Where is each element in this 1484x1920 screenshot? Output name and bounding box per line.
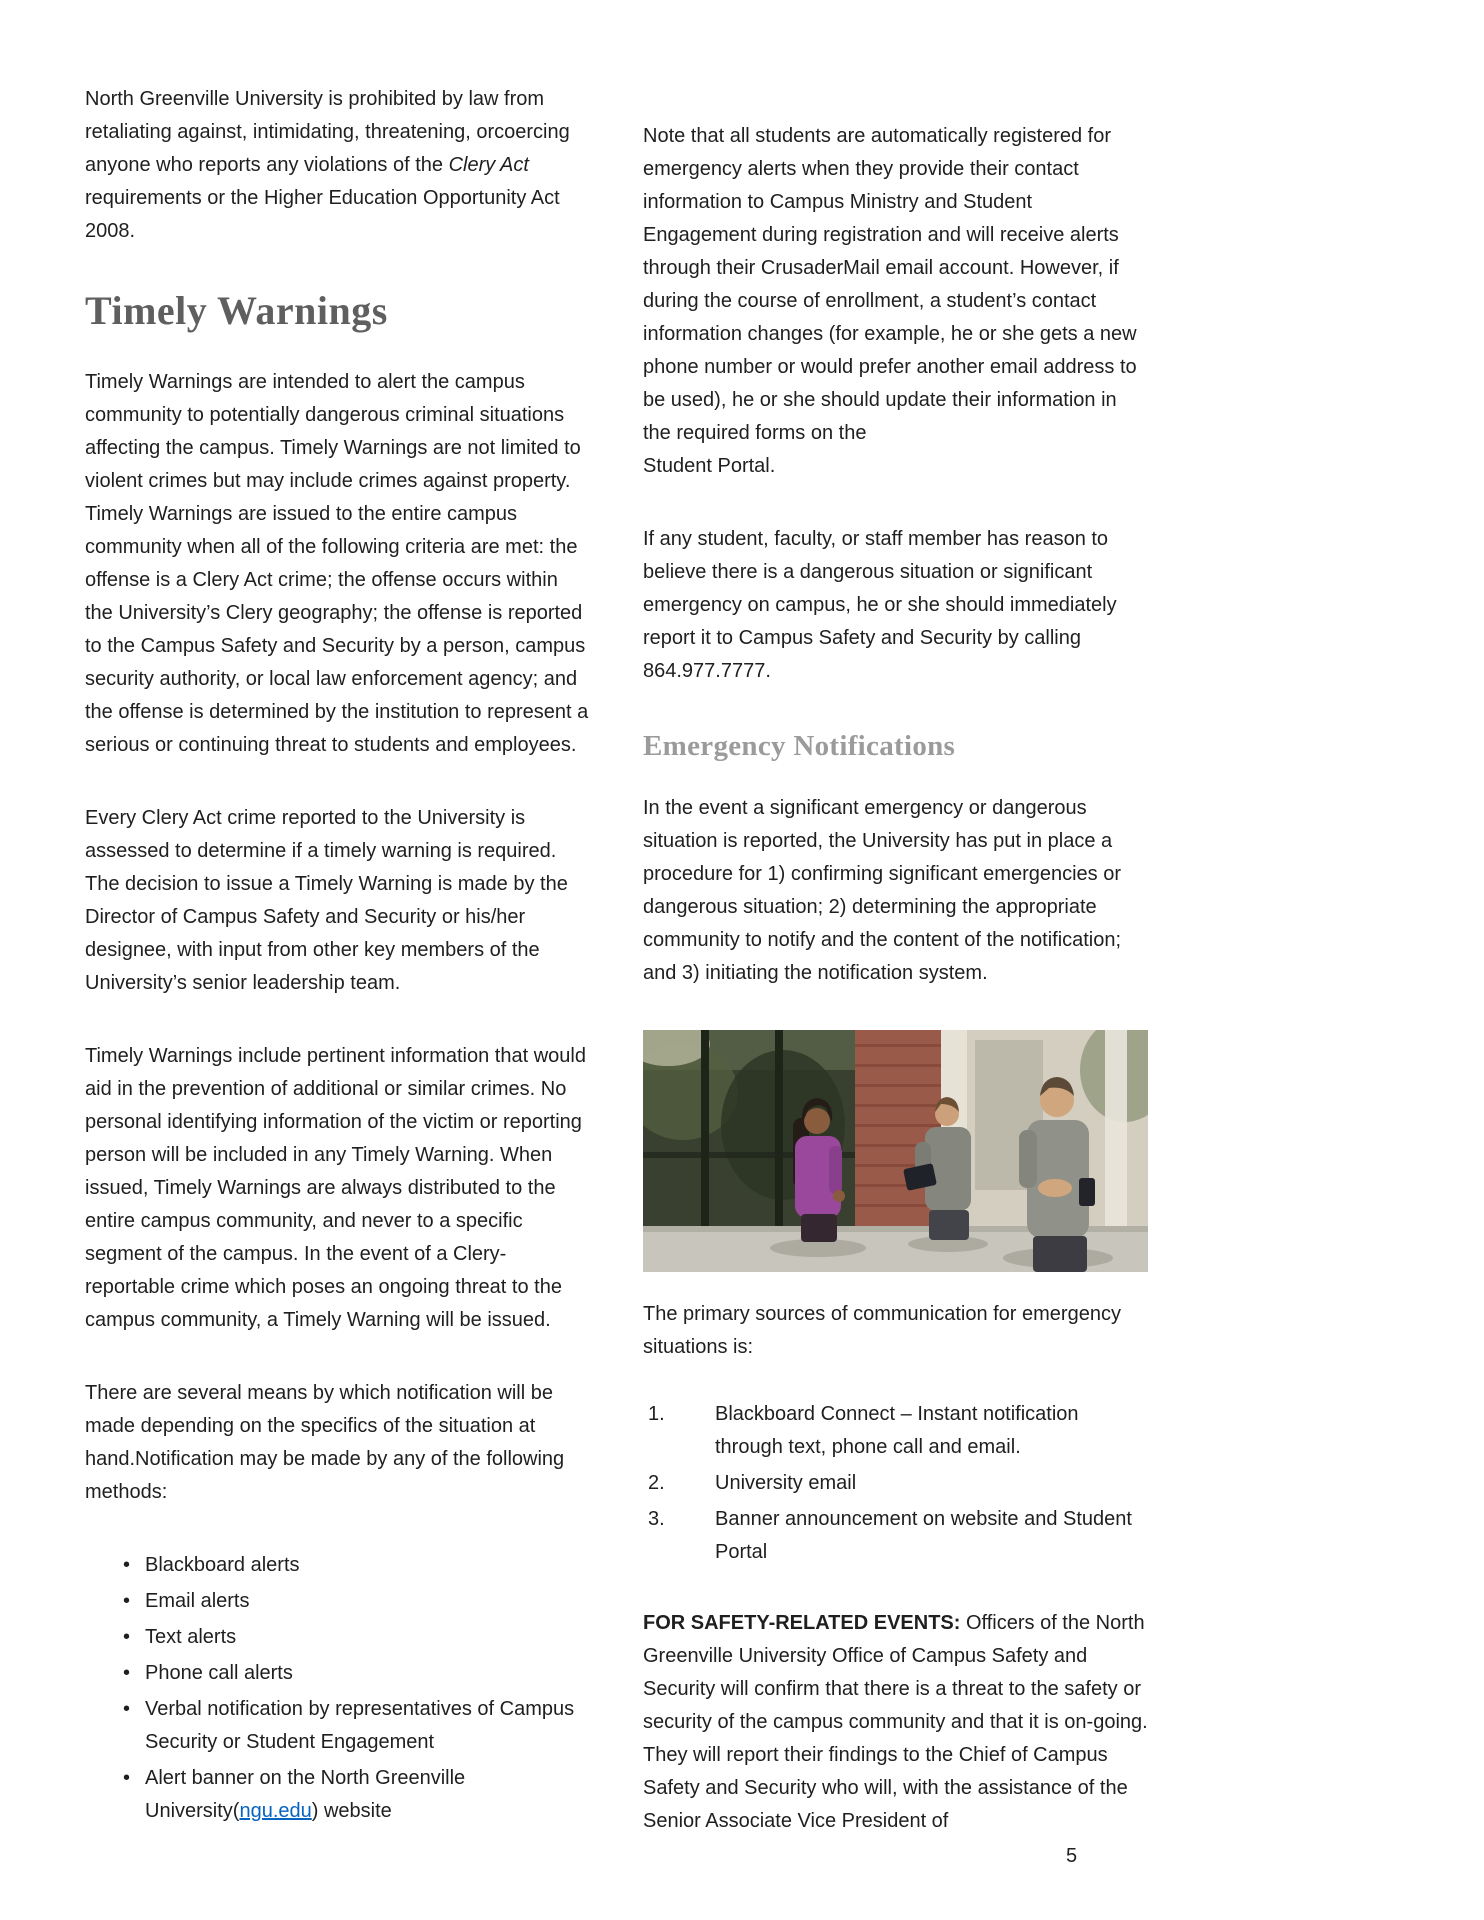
timely-warnings-paragraph-2: Every Clery Act crime reported to the University is assessed to determine if a timely warning is required. The decision to issue a Timely Warning is made by the Director of Campus Safety and Security or his/her designee, with input from other key members of the University’s senior leadership team. <box>85 807 568 994</box>
communication-sources-list <box>643 1398 1148 1569</box>
timely-warnings-paragraph-3: Timely Warnings include pertinent information that would aid in the prevention of additional or similar crimes. No personal identifying information of the victim or reporting person will be included in any Timely Warning. When issued, Timely Warnings are always distributed to the entire campus community, and never to a specific segment of the campus. In the event of a Clery-reportable crime which poses an ongoing threat to the campus community, a Timely Warning will be issued. <box>85 1045 586 1331</box>
list-item-text-alerts <box>85 1621 590 1654</box>
list-item-text: Text alerts <box>145 1626 237 1648</box>
ngu-edu-link[interactable]: ngu.edu <box>239 1800 312 1822</box>
intro-paragraph <box>85 83 590 248</box>
list-item-text: Blackboard Connect – Instant notification through text, phone call and email. <box>715 1403 1079 1458</box>
list-item-banner-announcement <box>643 1503 1148 1569</box>
list-item-text: Email alerts <box>145 1590 250 1612</box>
list-item-phone-call-alerts <box>85 1657 590 1690</box>
clery-act-italic: Clery Act <box>448 154 529 176</box>
list-number: 3. <box>648 1508 665 1530</box>
primary-sources-paragraph: The primary sources of communication for emergency situations is: <box>643 1303 1121 1358</box>
page-number: 5 <box>1066 1845 1078 1867</box>
emergency-alerts-note-paragraph <box>643 120 1148 483</box>
list-item-university-email <box>643 1467 1148 1500</box>
safety-events-bold-lead: FOR SAFETY-RELATED EVENTS: <box>643 1612 961 1634</box>
student-portal-text: Student Portal. <box>643 455 776 477</box>
safety-related-events-paragraph <box>643 1607 1148 1838</box>
list-item-text: University email <box>715 1472 857 1494</box>
list-number: 2. <box>648 1472 665 1494</box>
list-item-email-alerts <box>85 1585 590 1618</box>
list-item-text: Phone call alerts <box>145 1662 293 1684</box>
campus-security-photo <box>643 1030 1148 1272</box>
list-item-text: Blackboard alerts <box>145 1554 300 1576</box>
report-emergency-paragraph: If any student, faculty, or staff member has reason to believe there is a dangerous situation or significant emergency on campus, he or she should immediately report it to Campus Safety and Security by calling 864.977.7777. <box>643 528 1117 682</box>
timely-warnings-heading: Timely Warnings <box>85 288 388 333</box>
intro-text-post: requirements or the Higher Education Opportunity Act 2008. <box>85 187 560 242</box>
intro-text-pre: North Greenville University is prohibited by law from retaliating against, intimidating, threatening, orcoercing anyone who reports any violations of the <box>85 88 570 176</box>
emergency-notifications-heading: Emergency Notifications <box>643 730 956 762</box>
notification-procedure-paragraph: In the event a significant emergency or dangerous situation is reported, the University has put in place a procedure for 1) confirming significant emergencies or dangerous situation; 2) determining the appropriate community to notify and the content of the notification; and 3) initiating the notification system. <box>643 797 1122 984</box>
note-text: Note that all students are automatically registered for emergency alerts when they provide their contact information to Campus Ministry and Student Engagement during registration and will receive alerts through their CrusaderMail email account. However, if during the course of enrollment, a student’s contact information changes (for example, he or she gets a new phone number or would prefer another email address to be used), he or she should update their information in the required forms on the <box>643 125 1137 444</box>
list-item-text: Alert banner on the North Greenville University( <box>145 1767 466 1822</box>
list-item-blackboard-alerts <box>85 1549 590 1582</box>
safety-events-text: Officers of the North Greenville University Office of Campus Safety and Security will confirm that there is a threat to the safety or security of the campus community and that it is on-going. They will report their findings to the Chief of Campus Safety and Security who will, with the assistance of the Senior Associate Vice President of <box>643 1612 1148 1832</box>
right-column <box>643 120 1148 1878</box>
list-item-blackboard-connect <box>643 1398 1148 1464</box>
list-item-text: ) website <box>311 1800 392 1822</box>
notification-methods-paragraph: There are several means by which notification will be made depending on the specifics of the situation at hand.Notification may be made by any of the following methods: <box>85 1382 565 1503</box>
list-item-alert-banner <box>85 1762 590 1828</box>
notification-methods-list <box>85 1549 590 1828</box>
list-number: 1. <box>648 1403 665 1425</box>
list-item-text: Banner announcement on website and Student Portal <box>715 1508 1132 1563</box>
list-item-verbal-notification <box>85 1693 590 1759</box>
left-column <box>85 83 590 1831</box>
timely-warnings-paragraph-1: Timely Warnings are intended to alert the campus community to potentially dangerous criminal situations affecting the campus. Timely Warnings are not limited to violent crimes but may include crimes against property. Timely Warnings are issued to the entire campus community when all of the following criteria are met: the offense is a Clery Act crime; the offense occurs within the University’s Clery geography; the offense is reported to the Campus Safety and Security by a person, campus security authority, or local law enforcement agency; and the offense is determined by the institution to represent a serious or continuing threat to students and employees. <box>85 371 589 756</box>
list-item-text: Verbal notification by representatives of Campus Security or Student Engagement <box>145 1698 575 1753</box>
